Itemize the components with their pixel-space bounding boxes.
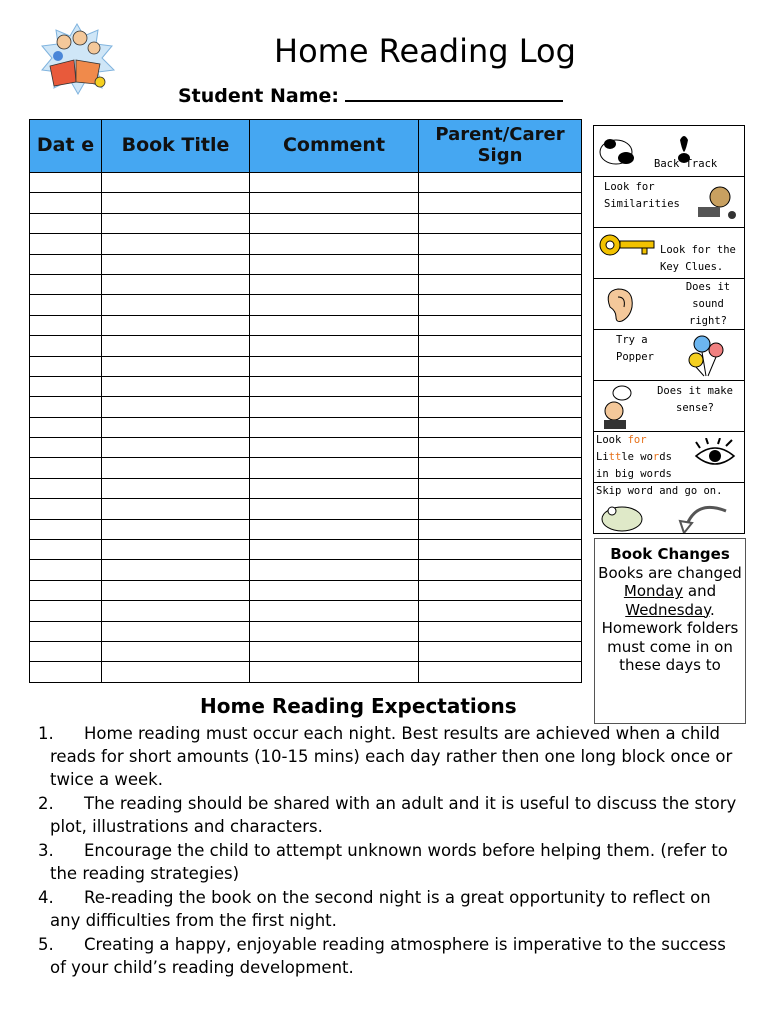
table-row [30, 580, 582, 600]
table-row [30, 438, 582, 458]
book-title-cell[interactable] [102, 295, 250, 315]
strategy-make-sense [594, 381, 744, 432]
comment-cell[interactable] [250, 173, 419, 193]
book-changes-heading: Book Changes [610, 545, 730, 563]
book-title-cell[interactable] [102, 417, 250, 437]
parent-sign-cell[interactable] [419, 315, 582, 335]
list-item: 1. Home reading must occur each night. Best results are achieved when a child reads for short amounts (10-15 mins) each day rather then one long block once or twice a week. [38, 724, 733, 789]
key-icon [598, 232, 658, 258]
date-cell[interactable] [30, 397, 102, 417]
comment-cell[interactable] [250, 315, 419, 335]
strategy-text: Look for the Key Clues. [660, 244, 736, 273]
strategy-text: Does it sound right? [685, 281, 731, 327]
date-cell[interactable] [30, 173, 102, 193]
table-row [30, 641, 582, 661]
comment-cell[interactable] [250, 478, 419, 498]
date-cell[interactable] [30, 234, 102, 254]
comment-cell[interactable] [250, 519, 419, 539]
parent-sign-cell[interactable] [419, 336, 582, 356]
book-title-cell[interactable] [102, 213, 250, 233]
book-title-cell[interactable] [102, 336, 250, 356]
col-header-date: Dat e [30, 120, 102, 173]
date-cell[interactable] [30, 438, 102, 458]
student-name-label: Student Name: [178, 85, 340, 107]
parent-sign-cell[interactable] [419, 438, 582, 458]
date-cell[interactable] [30, 601, 102, 621]
comment-cell[interactable] [250, 540, 419, 560]
table-row [30, 234, 582, 254]
strategy-skip-word [594, 483, 744, 534]
col-header-parent-sign: Parent/Carer Sign [419, 120, 582, 173]
comment-cell[interactable] [250, 417, 419, 437]
comment-cell[interactable] [250, 641, 419, 661]
table-row [30, 274, 582, 294]
date-cell[interactable] [30, 540, 102, 560]
date-cell[interactable] [30, 458, 102, 478]
parent-sign-cell[interactable] [419, 662, 582, 682]
date-cell[interactable] [30, 621, 102, 641]
comment-cell[interactable] [250, 274, 419, 294]
strategy-text: Look for Similarities [604, 181, 680, 210]
comment-cell[interactable] [250, 438, 419, 458]
student-name-line[interactable] [345, 84, 563, 102]
parent-sign-cell[interactable] [419, 254, 582, 274]
book-title-cell[interactable] [102, 274, 250, 294]
book-changes-box [594, 538, 746, 724]
comment-cell[interactable] [250, 234, 419, 254]
parent-sign-cell[interactable] [419, 193, 582, 213]
date-cell[interactable] [30, 662, 102, 682]
parent-sign-cell[interactable] [419, 499, 582, 519]
date-cell[interactable] [30, 560, 102, 580]
date-cell[interactable] [30, 417, 102, 437]
table-header-row [30, 120, 582, 173]
date-cell[interactable] [30, 193, 102, 213]
comment-cell[interactable] [250, 193, 419, 213]
table-row [30, 193, 582, 213]
comment-cell[interactable] [250, 580, 419, 600]
book-title-cell[interactable] [102, 254, 250, 274]
book-title-cell[interactable] [102, 540, 250, 560]
table-row [30, 336, 582, 356]
frog-arrow-icon [596, 501, 742, 533]
parent-sign-cell[interactable] [419, 234, 582, 254]
date-cell[interactable] [30, 295, 102, 315]
book-title-cell[interactable] [102, 560, 250, 580]
reading-kids-logo [38, 22, 116, 96]
book-title-cell[interactable] [102, 662, 250, 682]
table-row [30, 560, 582, 580]
parent-sign-cell[interactable] [419, 213, 582, 233]
expectations-list [38, 722, 738, 980]
page-title: Home Reading Log [274, 32, 576, 70]
table-row [30, 458, 582, 478]
table-row [30, 499, 582, 519]
strategy-text: Back Track [654, 158, 718, 170]
table-row [30, 213, 582, 233]
table-row [30, 376, 582, 396]
comment-cell[interactable] [250, 662, 419, 682]
table-row [30, 295, 582, 315]
book-changes-text: Books are changed Monday and Wednesday. Homework folders must come in on these days to [598, 563, 742, 674]
student-name-field [178, 84, 563, 107]
parent-sign-cell[interactable] [419, 458, 582, 478]
parent-sign-cell[interactable] [419, 173, 582, 193]
table-row [30, 356, 582, 376]
strategy-sound-right [594, 279, 744, 330]
book-title-cell[interactable] [102, 601, 250, 621]
parent-sign-cell[interactable] [419, 274, 582, 294]
list-item: 3. Encourage the child to attempt unknown words before helping them. (refer to the reading strategies) [38, 841, 728, 883]
parent-sign-cell[interactable] [419, 295, 582, 315]
parent-sign-cell[interactable] [419, 356, 582, 376]
strategy-similarities [594, 177, 744, 228]
book-title-cell[interactable] [102, 397, 250, 417]
table-row [30, 601, 582, 621]
comment-cell[interactable] [250, 499, 419, 519]
table-row [30, 662, 582, 682]
parent-sign-cell[interactable] [419, 641, 582, 661]
book-title-cell[interactable] [102, 234, 250, 254]
table-row [30, 315, 582, 335]
book-title-cell[interactable] [102, 621, 250, 641]
reading-strategies-panel [593, 125, 745, 534]
parent-sign-cell[interactable] [419, 560, 582, 580]
strategy-text: Does it make sense? [657, 385, 733, 414]
col-header-book-title: Book Title [102, 120, 250, 173]
book-title-cell[interactable] [102, 458, 250, 478]
strategy-text: Skip word and go on. [596, 485, 723, 497]
book-title-cell[interactable] [102, 173, 250, 193]
comment-cell[interactable] [250, 376, 419, 396]
date-cell[interactable] [30, 213, 102, 233]
parent-sign-cell[interactable] [419, 376, 582, 396]
book-title-cell[interactable] [102, 376, 250, 396]
comment-cell[interactable] [250, 458, 419, 478]
table-row [30, 540, 582, 560]
comment-cell[interactable] [250, 295, 419, 315]
strategy-text: Look for Little words in big words [596, 434, 672, 480]
parent-sign-cell[interactable] [419, 601, 582, 621]
date-cell[interactable] [30, 356, 102, 376]
eye-icon [692, 438, 738, 472]
book-title-cell[interactable] [102, 438, 250, 458]
comment-cell[interactable] [250, 254, 419, 274]
parent-sign-cell[interactable] [419, 397, 582, 417]
date-cell[interactable] [30, 519, 102, 539]
comment-cell[interactable] [250, 560, 419, 580]
date-cell[interactable] [30, 641, 102, 661]
balloons-icon [682, 332, 738, 378]
book-title-cell[interactable] [102, 641, 250, 661]
comment-cell[interactable] [250, 621, 419, 641]
comment-cell[interactable] [250, 601, 419, 621]
table-row [30, 397, 582, 417]
date-cell[interactable] [30, 274, 102, 294]
table-row [30, 621, 582, 641]
book-title-cell[interactable] [102, 315, 250, 335]
table-row [30, 519, 582, 539]
table-row [30, 173, 582, 193]
parent-sign-cell[interactable] [419, 519, 582, 539]
ear-icon [598, 285, 638, 325]
strategy-text: Try a Popper [616, 334, 654, 363]
col-header-comment: Comment [250, 120, 419, 173]
comment-cell[interactable] [250, 336, 419, 356]
book-title-cell[interactable] [102, 499, 250, 519]
parent-sign-cell[interactable] [419, 580, 582, 600]
book-title-cell[interactable] [102, 193, 250, 213]
parent-sign-cell[interactable] [419, 621, 582, 641]
strategy-popper [594, 330, 744, 381]
reading-log-table [29, 119, 582, 683]
table-row [30, 417, 582, 437]
list-item: 4. Re-reading the book on the second night is a great opportunity to reflect on any difficulties from the first night. [38, 888, 711, 930]
parent-sign-cell[interactable] [419, 540, 582, 560]
thinking-man-icon [598, 383, 646, 429]
date-cell[interactable] [30, 315, 102, 335]
date-cell[interactable] [30, 254, 102, 274]
book-title-cell[interactable] [102, 580, 250, 600]
book-title-cell[interactable] [102, 356, 250, 376]
comment-cell[interactable] [250, 397, 419, 417]
book-title-cell[interactable] [102, 519, 250, 539]
strategy-key-clues [594, 228, 744, 279]
expectations-heading: Home Reading Expectations [200, 694, 517, 718]
date-cell[interactable] [30, 376, 102, 396]
comment-cell[interactable] [250, 356, 419, 376]
list-item: 5. Creating a happy, enjoyable reading atmosphere is imperative to the success of your child’s reading development. [38, 935, 726, 977]
strategy-back-track [594, 126, 744, 177]
parent-sign-cell[interactable] [419, 478, 582, 498]
list-item: 2. The reading should be shared with an adult and it is useful to discuss the story plot, illustrations and characters. [38, 794, 737, 836]
date-cell[interactable] [30, 580, 102, 600]
magnify-icon [692, 183, 740, 223]
table-row [30, 478, 582, 498]
comment-cell[interactable] [250, 213, 419, 233]
date-cell[interactable] [30, 336, 102, 356]
parent-sign-cell[interactable] [419, 417, 582, 437]
book-title-cell[interactable] [102, 478, 250, 498]
table-body [30, 173, 582, 683]
date-cell[interactable] [30, 478, 102, 498]
table-row [30, 254, 582, 274]
strategy-little-words [594, 432, 744, 483]
date-cell[interactable] [30, 499, 102, 519]
